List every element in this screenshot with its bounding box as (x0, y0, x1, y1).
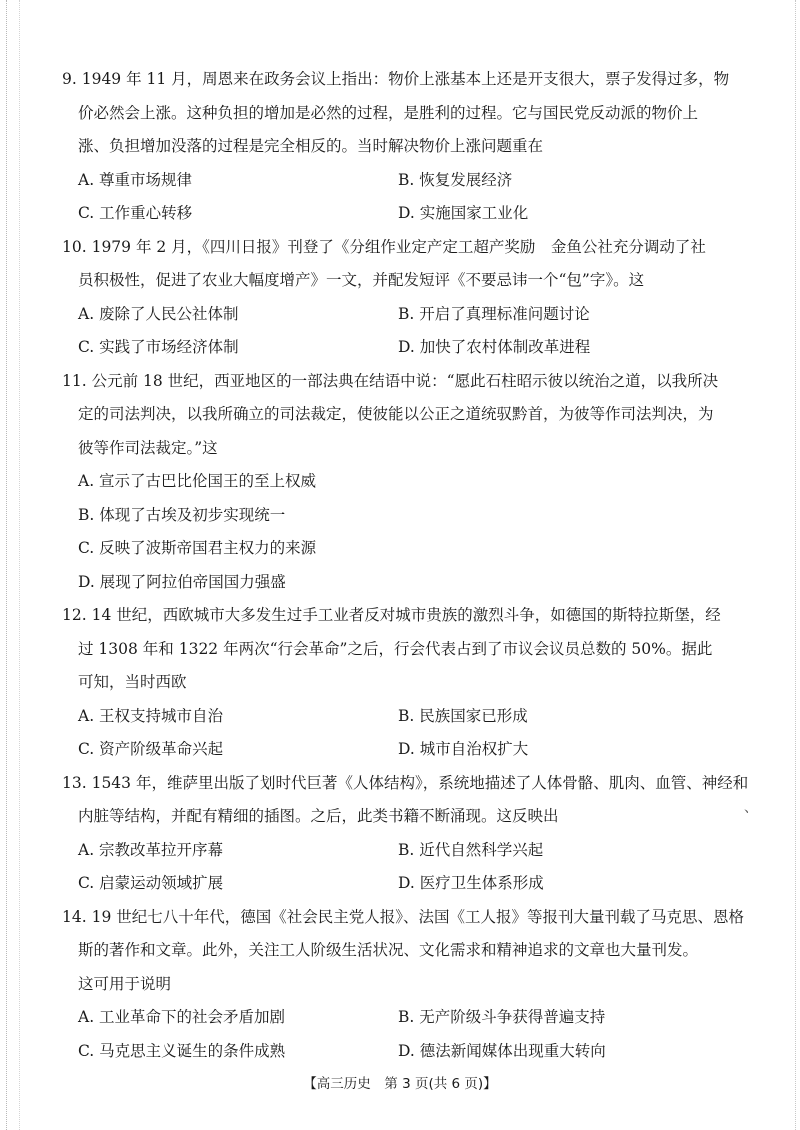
option-d: D. 展现了阿拉伯帝国国力强盛 (78, 573, 286, 591)
question-stem-line: 14. 19 世纪七八十年代，德国《社会民主党人报》、法国《工人报》等报刊大量刊载了马克思、恩格 (62, 908, 744, 926)
question-stem-line: 涨、负担增加没落的过程是完全相反的。当时解决物价上涨问题重在 (78, 137, 544, 155)
option-a: A. 工业革命下的社会矛盾加剧 (78, 1008, 286, 1026)
option-a: A. 尊重市场规律 (78, 171, 193, 189)
question-stem-line: 12. 14 世纪，西欧城市大多发生过手工业者反对城市贵族的激烈斗争，如德国的斯特拉斯堡，经 (62, 606, 721, 624)
question-stem-line: 斯的著作和文章。此外，关注工人阶级生活状况、文化需求和精神追求的文章也大量刊发。 (78, 941, 699, 959)
option-c: C. 资产阶级革命兴起 (78, 740, 224, 758)
question-stem-line: 价必然会上涨。这种负担的增加是必然的过程，是胜利的过程。它与国民党反动派的物价上 (78, 104, 699, 122)
stray-mark: 、 (744, 800, 758, 816)
question-stem-line: 员积极性，促进了农业大幅度增产》一文，并配发短评《不要忌讳一个“包”字》。这 (78, 271, 645, 289)
question-stem-line: 定的司法判决，以我所确立的司法裁定，使彼能以公正之道统驭黔首，为彼等作司法判决，为 (78, 405, 714, 423)
option-c: C. 实践了市场经济体制 (78, 338, 239, 356)
option-b: B. 近代自然科学兴起 (398, 841, 544, 859)
question-stem-line: 彼等作司法裁定。”这 (78, 439, 218, 457)
option-b: B. 恢复发展经济 (398, 171, 513, 189)
option-c: C. 工作重心转移 (78, 204, 193, 222)
question-stem-line: 内脏等结构，并配有精细的插图。之后，此类书籍不断涌现。这反映出 (78, 807, 559, 825)
question-stem-line: 这可用于说明 (78, 975, 172, 993)
option-d: D. 医疗卫生体系形成 (398, 874, 544, 892)
option-c: C. 反映了波斯帝国君主权力的来源 (78, 539, 317, 557)
question-stem-line: 10. 1979 年 2 月，《四川日报》刊登了《分组作业定产定工超产奖励 金鱼公社充分调动了社 (62, 238, 706, 256)
option-d: D. 实施国家工业化 (398, 204, 529, 222)
option-b: B. 无产阶级斗争获得普遍支持 (398, 1008, 606, 1026)
question-stem-line: 9. 1949 年 11 月，周恩来在政务会议上指出：物价上涨基本上还是开支很大，票子发得过多，物 (62, 70, 730, 88)
option-c: C. 马克思主义诞生的条件成熟 (78, 1042, 286, 1060)
option-a: A. 宗教改革拉开序幕 (78, 841, 224, 859)
scan-right-edge (791, 0, 796, 1130)
question-stem-line: 过 1308 年和 1322 年两次“行会革命”之后，行会代表占到了市议会议员总数的 50%。据此 (78, 640, 713, 658)
option-b: B. 民族国家已形成 (398, 707, 528, 725)
question-stem-line: 11. 公元前 18 世纪，西亚地区的一部法典在结语中说：“愿此石柱昭示彼以统治之道，以我所决 (62, 372, 719, 390)
option-b: B. 开启了真理标准问题讨论 (398, 305, 590, 323)
option-b: B. 体现了古埃及初步实现统一 (78, 506, 286, 524)
option-d: D. 加快了农村体制改革进程 (398, 338, 591, 356)
scan-binding-edge (6, 0, 20, 1130)
page-footer: 【高三历史 第 3 页(共 6 页)】 (303, 1076, 497, 1092)
option-d: D. 德法新闻媒体出现重大转向 (398, 1042, 606, 1060)
option-a: A. 宣示了古巴比伦国王的至上权威 (78, 472, 317, 490)
option-d: D. 城市自治权扩大 (398, 740, 529, 758)
option-c: C. 启蒙运动领域扩展 (78, 874, 224, 892)
question-stem-line: 可知，当时西欧 (78, 673, 187, 691)
option-a: A. 废除了人民公社体制 (78, 305, 239, 323)
question-stem-line: 13. 1543 年，维萨里出版了划时代巨著《人体结构》，系统地描述了人体骨骼、肌肉、血管、神经和 (62, 774, 749, 792)
option-a: A. 王权支持城市自治 (78, 707, 224, 725)
